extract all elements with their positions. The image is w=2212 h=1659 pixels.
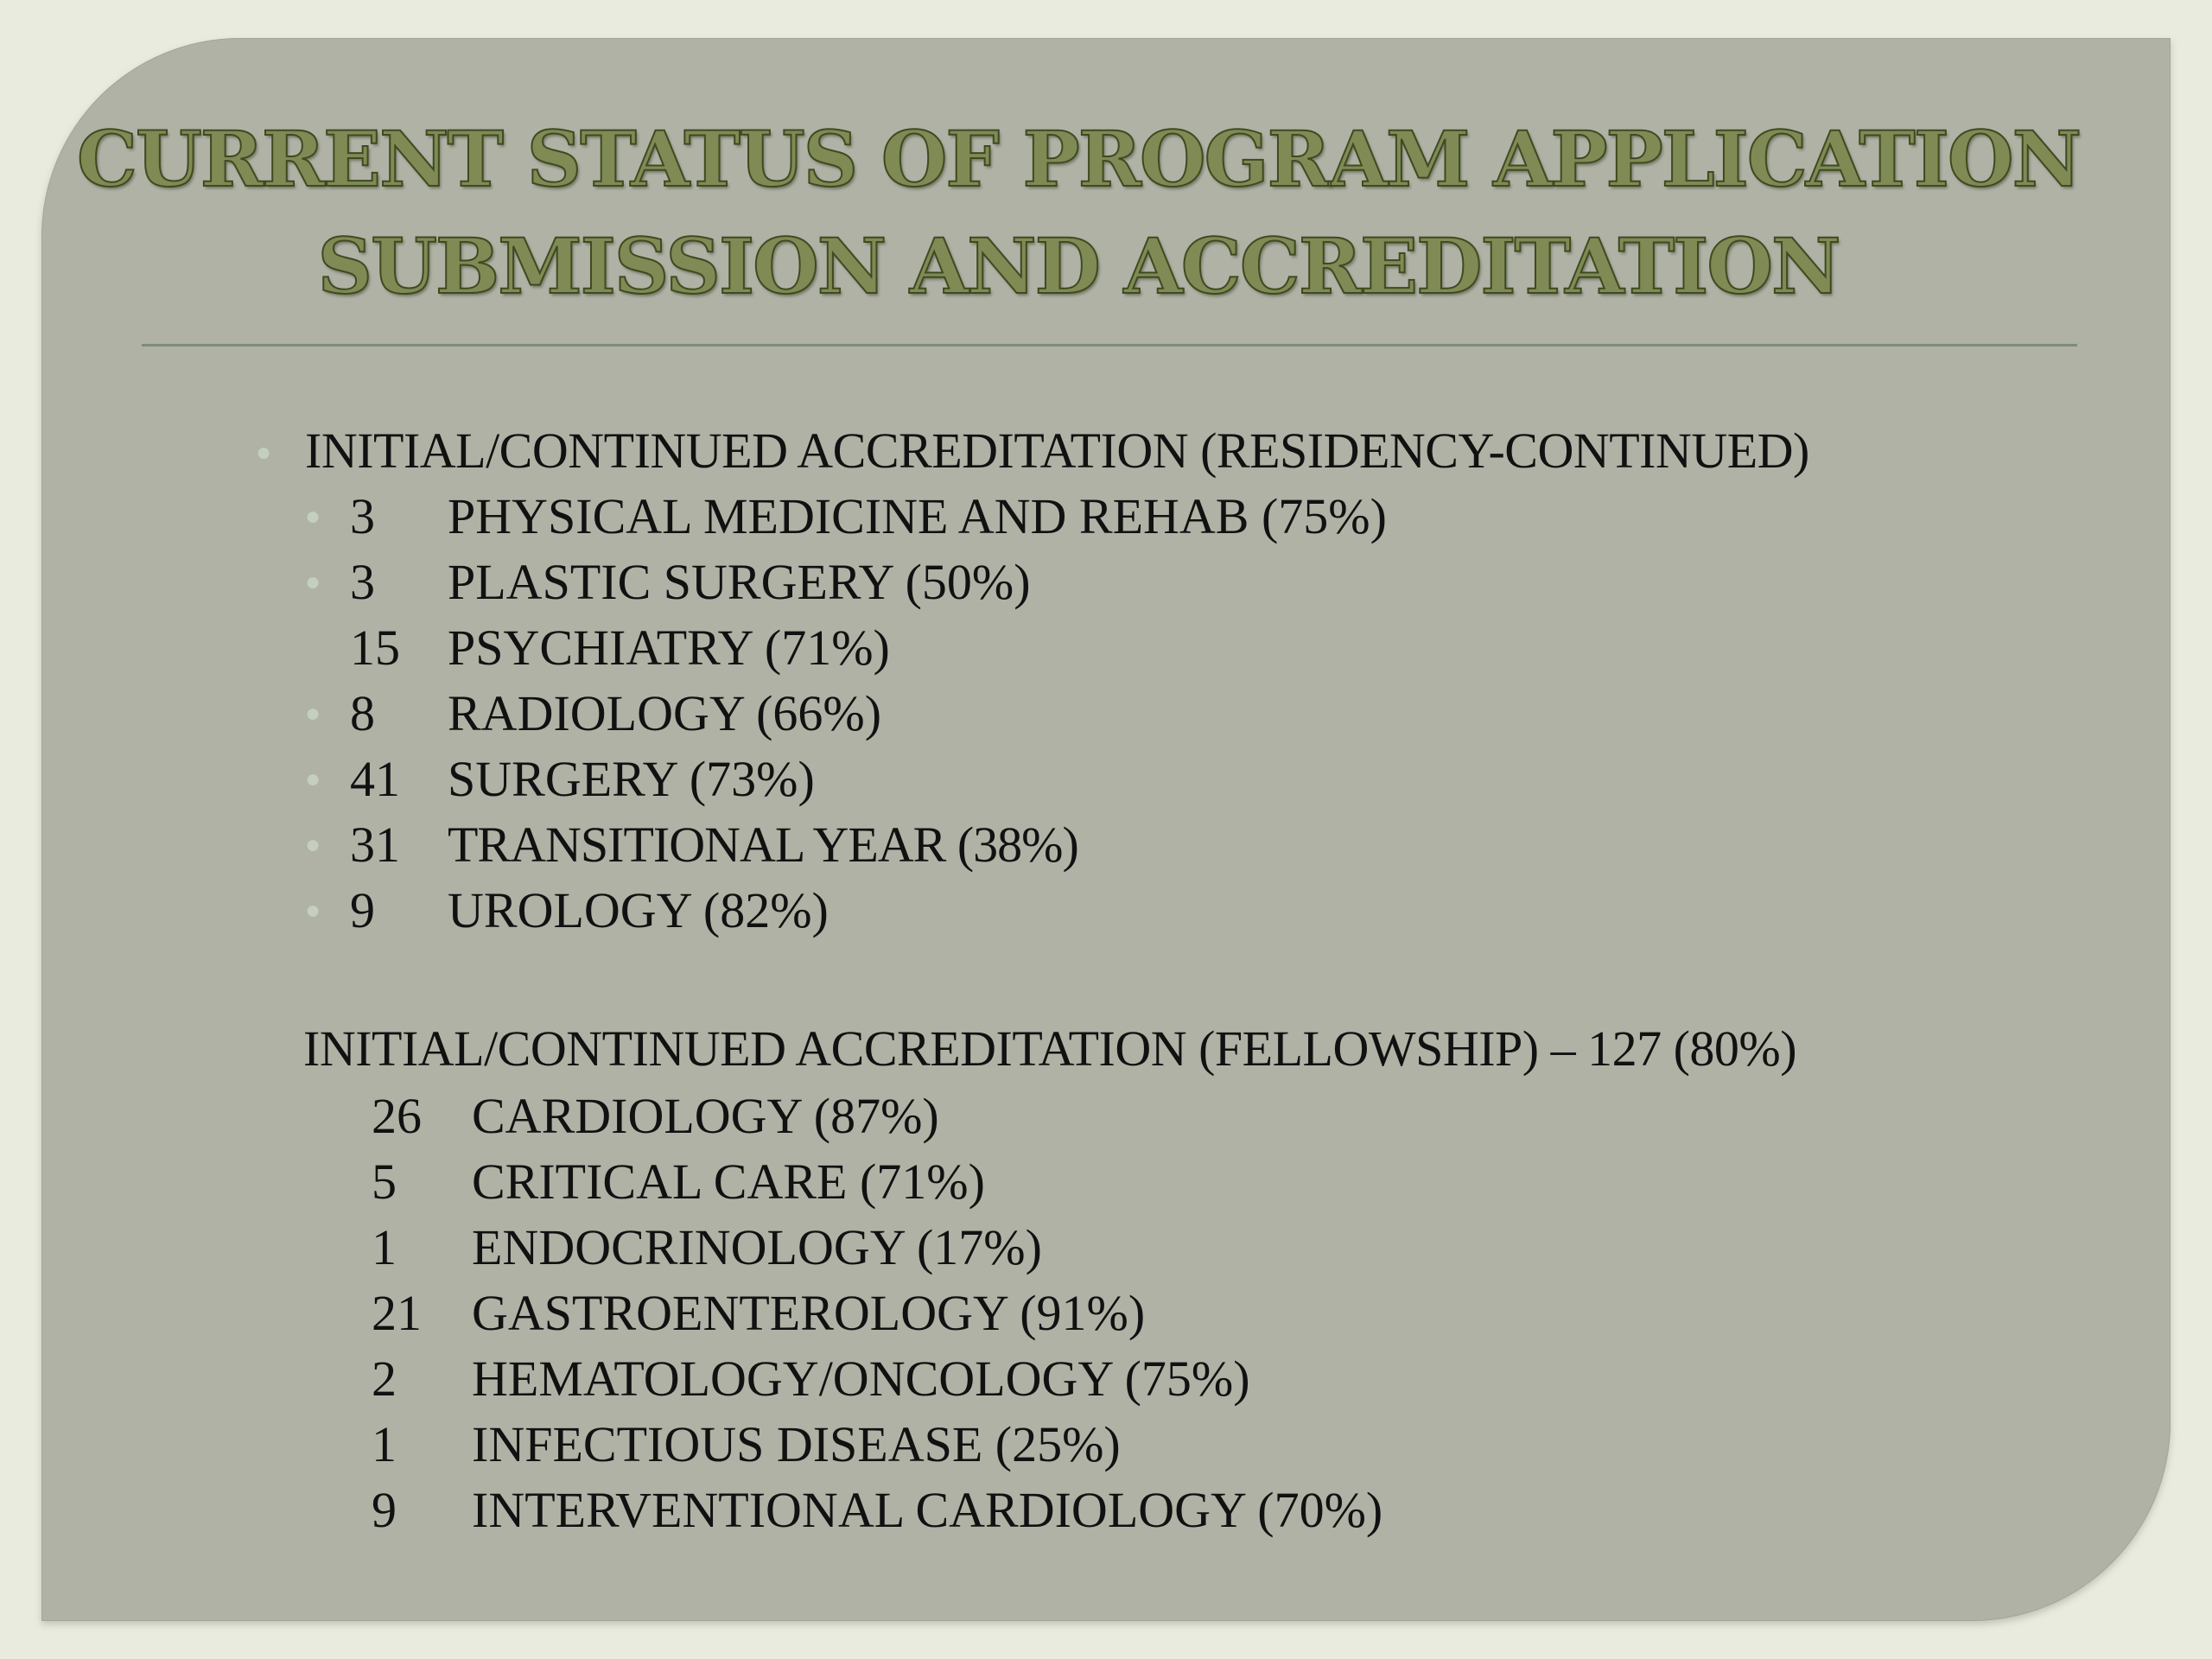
slide-title-line-1: CURRENT STATUS OF PROGRAM APPLICATION	[76, 114, 2081, 204]
program-label: PHYSICAL MEDICINE AND REHAB (75%)	[448, 488, 1387, 544]
list-item	[41, 1412, 2115, 1478]
residency-heading: INITIAL/CONTINUED ACCREDITATION (RESIDENCY-CONTINUED)	[305, 423, 1809, 479]
list-item	[41, 615, 2115, 681]
program-label: INTERVENTIONAL CARDIOLOGY (70%)	[472, 1482, 1383, 1538]
list-item	[41, 1281, 2115, 1346]
program-count: 26	[372, 1088, 422, 1144]
program-count: 31	[350, 817, 400, 873]
list-item	[41, 1215, 2115, 1281]
bullet-dot-icon: ●	[305, 568, 321, 596]
program-count: 15	[350, 620, 400, 676]
program-count: 3	[350, 554, 375, 610]
bullet-dot-icon: ●	[305, 502, 321, 531]
program-count: 3	[350, 488, 375, 544]
bullet-dot-icon: ●	[305, 699, 321, 728]
list-item	[41, 747, 2115, 812]
bullet-dot-icon: ●	[256, 438, 272, 467]
list-item	[41, 484, 2115, 550]
program-label: PLASTIC SURGERY (50%)	[448, 554, 1031, 610]
bullet-dot-icon: ●	[305, 896, 321, 925]
list-item	[41, 1478, 2115, 1543]
program-label: UROLOGY (82%)	[448, 882, 829, 938]
program-count: 41	[350, 751, 400, 807]
list-item	[41, 550, 2115, 615]
bullet-dot-icon: ●	[305, 765, 321, 793]
bullet-dot-icon: ●	[305, 830, 321, 859]
program-count: 1	[372, 1416, 397, 1472]
list-item	[41, 1149, 2115, 1215]
program-count: 5	[372, 1154, 397, 1210]
program-count: 8	[350, 685, 375, 741]
list-item	[41, 878, 2115, 944]
fellowship-heading: INITIAL/CONTINUED ACCREDITATION (FELLOWSHIP) – 127 (80%)	[303, 1020, 1797, 1077]
list-item	[41, 812, 2115, 878]
program-label: PSYCHIATRY (71%)	[448, 620, 890, 676]
program-count: 1	[372, 1219, 397, 1275]
slide-content	[41, 38, 2171, 1621]
program-count: 2	[372, 1351, 397, 1407]
program-count: 9	[350, 882, 375, 938]
program-label: HEMATOLOGY/ONCOLOGY (75%)	[472, 1351, 1250, 1407]
program-label: CRITICAL CARE (71%)	[472, 1154, 985, 1210]
program-count: 9	[372, 1482, 397, 1538]
program-label: ENDOCRINOLOGY (17%)	[472, 1219, 1042, 1275]
program-label: GASTROENTEROLOGY (91%)	[472, 1285, 1146, 1341]
list-item	[41, 1346, 2115, 1412]
slide-title-line-2: SUBMISSION AND ACCREDITATION	[317, 221, 1840, 311]
program-label: RADIOLOGY (66%)	[448, 685, 882, 741]
program-label: TRANSITIONAL YEAR (38%)	[448, 817, 1078, 873]
program-count: 21	[372, 1285, 422, 1341]
program-label: INFECTIOUS DISEASE (25%)	[472, 1416, 1121, 1472]
program-label: CARDIOLOGY (87%)	[472, 1088, 939, 1144]
list-item	[41, 1084, 2115, 1149]
list-item	[41, 681, 2115, 747]
slide-panel	[41, 38, 2171, 1621]
program-label: SURGERY (73%)	[448, 751, 815, 807]
